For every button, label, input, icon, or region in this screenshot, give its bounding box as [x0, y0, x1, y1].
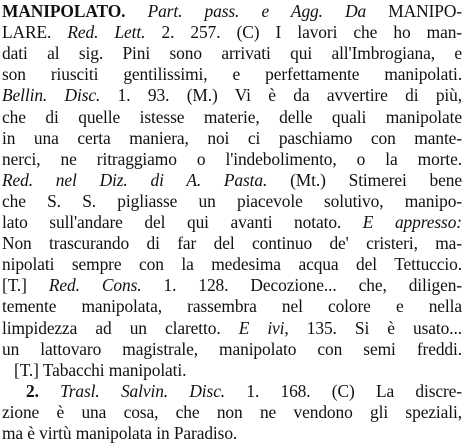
entry-line	[2, 254, 462, 275]
citation-text: 1. 128. Decozione... che, diligen-	[141, 275, 462, 296]
citation-text: 1. 168. (C) La discre-	[225, 380, 462, 401]
editor-tag: [T.]	[2, 275, 27, 296]
entry-line	[2, 296, 462, 317]
citation-text: (Mt.) Stimerei bene	[267, 169, 462, 190]
origin-word: LARE.	[2, 22, 52, 43]
entry-line	[2, 212, 462, 233]
entry-line	[2, 85, 462, 106]
entry-line	[2, 318, 462, 339]
citation-text: Tabacchi manipolati.	[38, 359, 187, 380]
citation-text: son riusciti gentilissimi, e perfettamente manipolati.	[2, 64, 462, 85]
citation-text: nerci, ne ritraggiamo o l'indebolimento, o la morte.	[2, 148, 462, 169]
grammar-label: Part. pass. e Agg.	[147, 1, 323, 21]
citation-text: che di quelle istesse materie, delle quali manipolate	[2, 106, 462, 127]
citation-text: Non trascurando di far del continuo de' cristeri, ma-	[2, 233, 462, 254]
citation-text: lato sull'andare del qui avanti notato.	[2, 212, 342, 232]
citation-text: un lattovaro magistrale, manipolato con semi freddi.	[2, 338, 462, 359]
citation-source: Salvin. Disc.	[120, 380, 226, 401]
entry-line	[2, 43, 462, 64]
sense-number: 2.	[26, 380, 39, 401]
citation-text: ma è virtù manipolata in Paradiso.	[2, 423, 238, 443]
editor-tag: [T.]	[14, 359, 39, 380]
citation-text: dati al sig. Pini sono arrivati qui all'Imbrogiana, e	[2, 43, 462, 64]
entry-line	[2, 275, 462, 296]
entry-line	[2, 1, 462, 22]
entry-line	[2, 191, 462, 212]
citation-source: Red. Cons.	[26, 275, 142, 296]
entry-line	[2, 402, 462, 423]
citation-text: limpidezza ad un claretto.	[2, 317, 221, 338]
entry-line	[2, 233, 462, 254]
citation-text: 135. Si è usato...	[288, 317, 462, 338]
entry-line	[2, 64, 462, 85]
citation-source: E ivi,	[220, 317, 289, 338]
sense-label: Trasl.	[60, 380, 100, 401]
citation-text: zione è una cosa, che non ne vendono gli speziali,	[2, 401, 462, 422]
citation-source: E appresso:	[341, 212, 462, 232]
citation-source: Red. Lett.	[67, 22, 146, 43]
entry-line	[2, 339, 462, 360]
citation-source: Bellin. Disc.	[2, 85, 101, 106]
headword: MANIPOLATO.	[2, 1, 126, 21]
entry-line	[2, 170, 462, 191]
entry-line	[2, 22, 462, 43]
entry-line	[14, 360, 454, 381]
citation-text: nipolati sempre con la medesima acqua del Tettuccio.	[2, 254, 462, 275]
entry-line	[26, 381, 462, 402]
entry-line	[2, 107, 462, 128]
entry-line	[2, 149, 462, 170]
citation-text: temente manipolata, rassembra nel colore e nella	[2, 296, 462, 317]
origin-prefix: Da	[345, 1, 367, 21]
citation-text: che S. S. pigliasse un piacevole solutivo, manipo-	[2, 190, 462, 211]
entry-line	[2, 423, 462, 444]
origin-word: MANIPO-	[388, 1, 462, 21]
citation-source: Red. nel Diz. di A. Pasta.	[2, 169, 268, 190]
citation-text: in una certa maniera, noi ci paschiamo con mante-	[2, 127, 462, 148]
entry-line	[2, 128, 462, 149]
citation-text: 1. 93. (M.) Vi è da avvertire di più,	[100, 85, 462, 106]
citation-text: 2. 257. (C) I lavori che ho man-	[145, 22, 462, 43]
